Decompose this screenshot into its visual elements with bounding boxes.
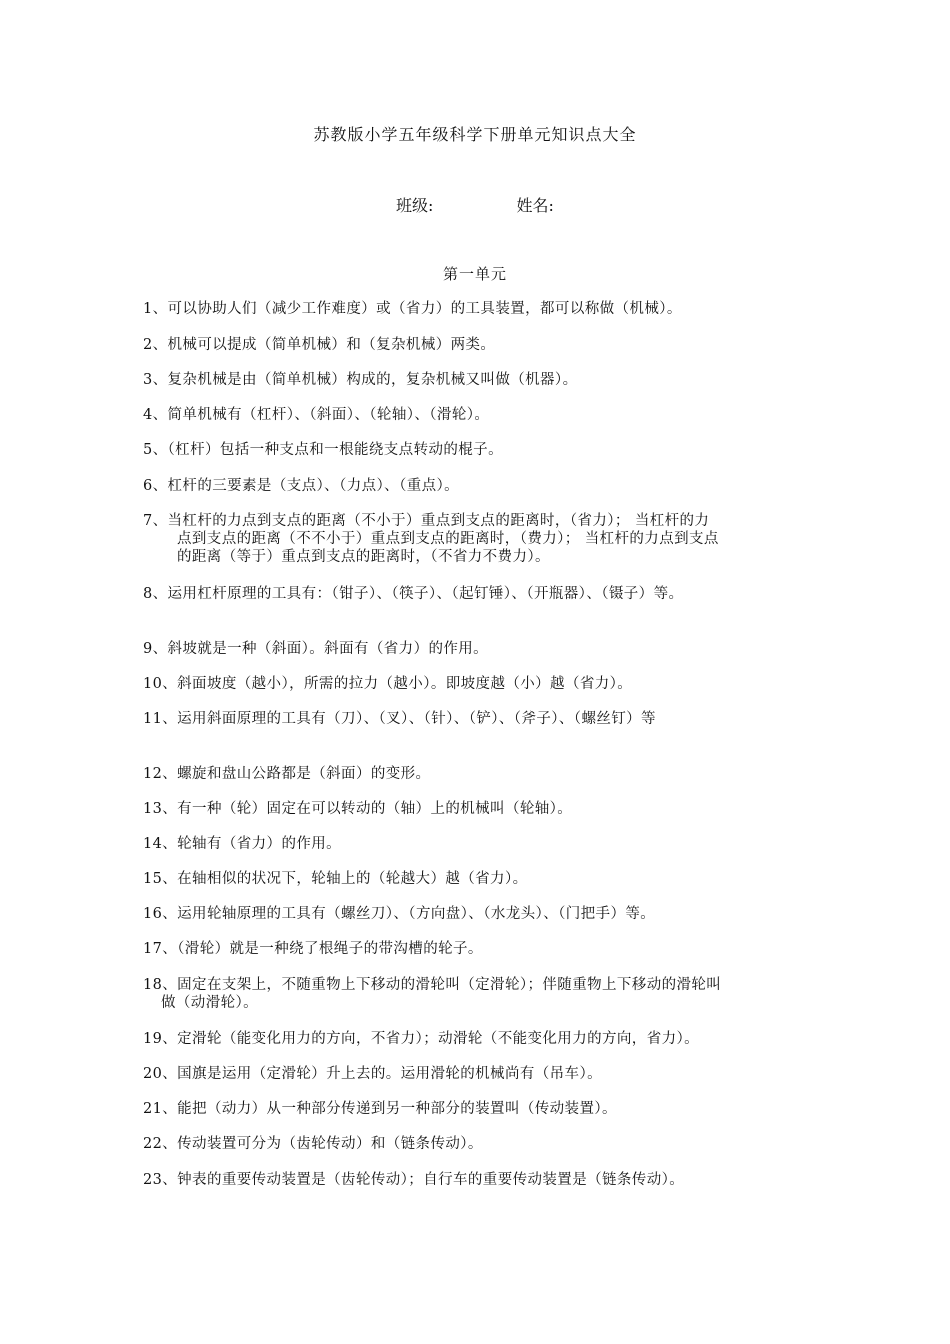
list-item: 17、（滑轮）就是一种绕了根绳子的带沟槽的轮子。	[143, 941, 483, 957]
list-item: 4、简单机械有（杠杆）、（斜面）、（轮轴）、（滑轮）。	[143, 407, 490, 423]
list-item-line: 18、固定在支架上，不随重物上下移动的滑轮叫（定滑轮）；伴随重物上下移动的滑轮叫	[143, 977, 722, 993]
list-item: 15、在轴相似的状况下，轮轴上的（轮越大）越（省力）。	[143, 871, 528, 887]
list-item: 19、定滑轮（能变化用力的方向，不省力）；动滑轮（不能变化用力的方向，省力）。	[143, 1031, 700, 1047]
class-label: 班级:	[396, 196, 434, 215]
list-item: 2、机械可以提成（简单机械）和（复杂机械）两类。	[143, 337, 496, 353]
list-item: 23、钟表的重要传动装置是（齿轮传动）；自行车的重要传动装置是（链条传动）。	[143, 1172, 685, 1188]
name-label: 姓名:	[516, 196, 554, 215]
list-item: 3、复杂机械是由（简单机械）构成的，复杂机械又叫做（机器）。	[143, 372, 578, 388]
list-item-line: 的距离（等于）重点到支点的距离时，（不省力不费力）。	[177, 549, 550, 565]
list-item-line: 点到支点的距离（不不小于）重点到支点的距离时，（费力）； 当杠杆的力点到支点	[177, 531, 719, 547]
unit-heading: 第一单元	[442, 265, 507, 283]
list-item: 12、螺旋和盘山公路都是（斜面）的变形。	[143, 766, 431, 782]
student-info-line	[0, 193, 950, 216]
list-item: 22、传动装置可分为（齿轮传动）和（链条传动）。	[143, 1136, 483, 1152]
list-item-line: 做（动滑轮）。	[161, 995, 259, 1011]
list-item: 11、运用斜面原理的工具有（刀）、（叉）、（针）、（铲）、（斧子）、（螺丝钉）等	[143, 711, 656, 727]
list-item-line: 7、当杠杆的力点到支点的距离（不小于）重点到支点的距离时，（省力）； 当杠杆的力	[143, 513, 710, 529]
list-item: 14、轮轴有（省力）的作用。	[143, 836, 342, 852]
list-item: 16、运用轮轴原理的工具有（螺丝刀）、（方向盘）、（水龙头）、（门把手）等。	[143, 906, 656, 922]
list-item-multiline	[143, 512, 813, 566]
document-title: 苏教版小学五年级科学下册单元知识点大全	[313, 125, 637, 144]
list-item: 10、斜面坡度（越小），所需的拉力（越小）。即坡度越（小）越（省力）。	[143, 676, 633, 692]
list-item: 5、（杠杆）包括一种支点和一根能绕支点转动的棍子。	[143, 442, 503, 458]
list-item: 6、杠杆的三要素是（支点）、（力点）、（重点）。	[143, 478, 460, 494]
list-item: 8、运用杠杆原理的工具有：（钳子）、（筷子）、（起钉锤）、（开瓶器）、（镊子）等。	[143, 586, 684, 602]
list-item: 1、可以协助人们（减少工作难度）或（省力）的工具装置，都可以称做（机械）。	[143, 301, 682, 317]
list-item: 13、有一种（轮）固定在可以转动的（轴）上的机械叫（轮轴）。	[143, 801, 573, 817]
list-item: 20、国旗是运用（定滑轮）升上去的。运用滑轮的机械尚有（吊车）。	[143, 1066, 602, 1082]
list-item: 21、能把（动力）从一种部分传递到另一种部分的装置叫（传动装置）。	[143, 1101, 617, 1117]
list-item: 9、斜坡就是一种（斜面）。斜面有（省力）的作用。	[143, 641, 489, 657]
list-item-multiline	[143, 976, 813, 1012]
